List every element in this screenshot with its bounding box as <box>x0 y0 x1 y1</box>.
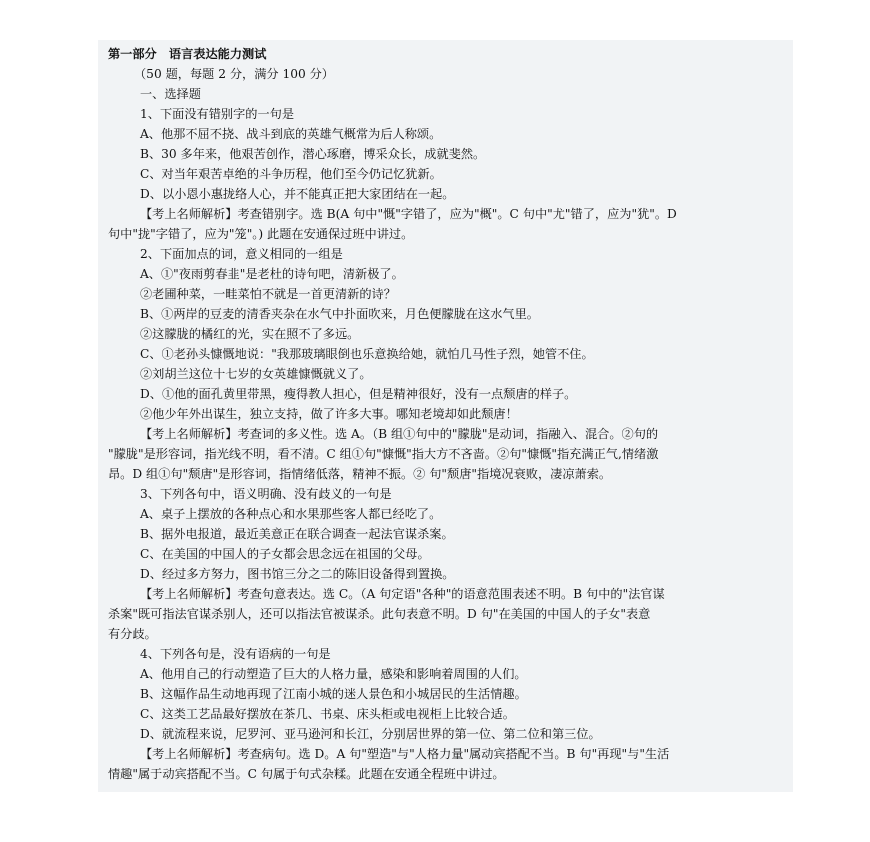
question-3 <box>108 484 793 644</box>
option-b-2: ②这朦胧的橘红的光，实在照不了多远。 <box>140 327 360 341</box>
option-a-1: A、①"夜雨剪春韭"是老杜的诗句吧，清新极了。 <box>140 267 404 281</box>
analysis-line: 句中"拢"字错了，应为"笼"。) 此题在安通保过班中讲过。 <box>108 227 414 241</box>
question-1 <box>108 104 793 244</box>
option-b: B、30 多年来，他艰苦创作，潜心琢磨，博采众长，成就斐然。 <box>140 147 486 161</box>
question-stem: 3、下列各句中，语义明确、没有歧义的一句是 <box>140 487 392 501</box>
question-stem: 1、下面没有错别字的一句是 <box>140 107 295 121</box>
option-d: D、就流程来说，尼罗河、亚马逊河和长江，分别居世界的第一位、第二位和第三位。 <box>140 727 601 741</box>
option-c-1: C、①老孙头慷慨地说："我那玻璃眼倒也乐意换给她，就怕几马性子烈，她管不住。 <box>140 347 594 361</box>
option-b-1: B、①两岸的豆麦的清香夹杂在水气中扑面吹来，月色便朦胧在这水气里。 <box>140 307 539 321</box>
question-stem: 2、下面加点的词，意义相同的一组是 <box>140 247 343 261</box>
analysis-line: 情趣"属于动宾搭配不当。C 句属于句式杂糅。此题在安通全程班中讲过。 <box>108 767 505 781</box>
option-c-2: ②刘胡兰这位十七岁的女英雄慷慨就义了。 <box>140 367 372 381</box>
analysis-line: 昂。D 组①句"颓唐"是形容词，指情绪低落，精神不振。② 句"颓唐"指境况衰败，凄凉萧索。 <box>108 467 612 481</box>
analysis-line: 【考上名师解析】考查错别字。选 B(A 句中"慨"字错了，应为"概"。C 句中"尤"错了，应为"犹"。D <box>140 207 677 221</box>
section-heading: 一、选择题 <box>140 87 201 101</box>
option-c: C、在美国的中国人的子女都会思念远在祖国的父母。 <box>140 547 430 561</box>
option-c: C、这类工艺品最好摆放在茶几、书桌、床头柜或电视柜上比较合适。 <box>140 707 515 721</box>
analysis-line: 【考上名师解析】考查病句。选 D。A 句"塑造"与"人格力量"属动宾搭配不当。B 句"再现"与"生活 <box>140 747 670 761</box>
option-b: B、这幅作品生动地再现了江南小城的迷人景色和小城居民的生活情趣。 <box>140 687 527 701</box>
option-d: D、经过多方努力，图书馆三分之二的陈旧设备得到置换。 <box>140 567 455 581</box>
question-2 <box>108 244 793 484</box>
page-title: 第一部分 语言表达能力测试 <box>108 47 267 61</box>
analysis-line: 【考上名师解析】考查句意表达。选 C。（A 句定语"各种"的语意范围表述不明。B 句中的"法官谋 <box>140 587 665 601</box>
document-body <box>108 44 793 784</box>
option-a: A、他那不屈不挠、战斗到底的英雄气概常为后人称颂。 <box>140 127 442 141</box>
question-4 <box>108 644 793 784</box>
page-subtitle: （50 题，每题 2 分，满分 100 分） <box>134 67 334 81</box>
option-c: C、对当年艰苦卓绝的斗争历程，他们至今仍记忆犹新。 <box>140 167 442 181</box>
option-b: B、据外电报道，最近美意正在联合调查一起法官谋杀案。 <box>140 527 454 541</box>
analysis-line: "朦胧"是形容词，指光线不明，看不清。C 组①句"慷慨"指大方不吝啬。②句"慷慨"指充满正气,情绪激 <box>108 447 659 461</box>
option-d-2: ②他少年外出谋生，独立支持，做了许多大事。哪知老境却如此颓唐！ <box>140 407 518 421</box>
analysis-line: 杀案"既可指法官谋杀别人，还可以指法官被谋杀。此句表意不明。D 句"在美国的中国人的子女"表意 <box>108 607 651 621</box>
option-d-1: D、①他的面孔黄里带黑，瘦得教人担心，但是精神很好，没有一点颓唐的样子。 <box>140 387 577 401</box>
option-a: A、他用自己的行动塑造了巨大的人格力量，感染和影响着周围的人们。 <box>140 667 527 681</box>
question-stem: 4、下列各句是，没有语病的一句是 <box>140 647 331 661</box>
analysis-line: 【考上名师解析】考查词的多义性。选 A。（B 组①句中的"朦胧"是动词，指融入、混合。②句的 <box>140 427 659 441</box>
analysis-line: 有分歧。 <box>108 627 157 641</box>
option-a: A、桌子上摆放的各种点心和水果那些客人都已经吃了。 <box>140 507 442 521</box>
option-a-2: ②老圃种菜，一畦菜怕不就是一首更清新的诗？ <box>140 287 396 301</box>
option-d: D、以小恩小惠拢络人心，并不能真正把大家团结在一起。 <box>140 187 455 201</box>
